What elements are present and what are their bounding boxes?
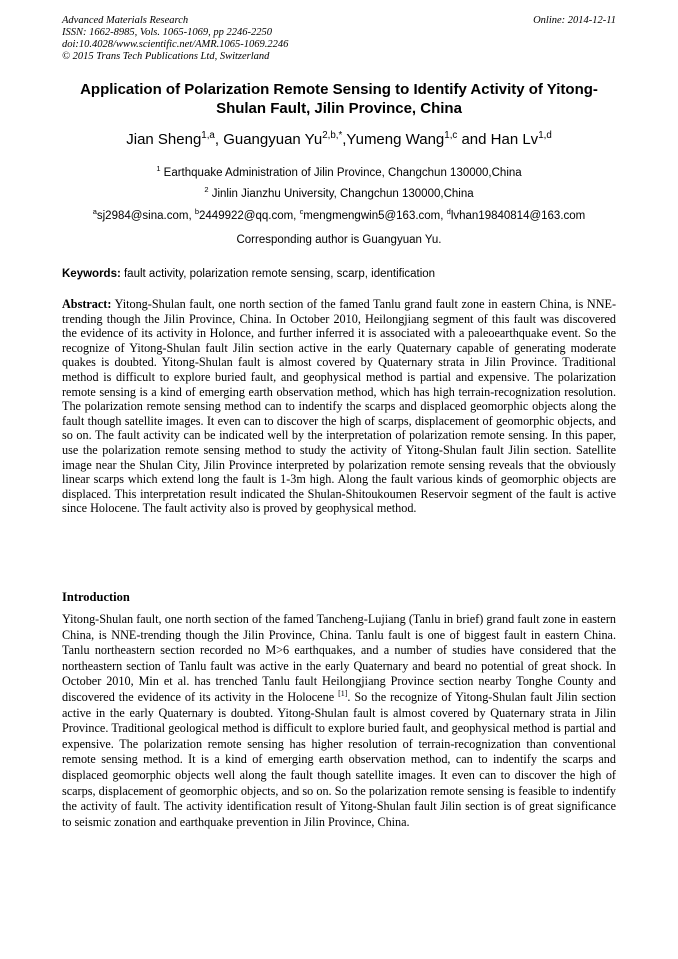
corresponding-author: Corresponding author is Guangyuan Yu. — [236, 234, 442, 246]
author-name: Guangyuan Yu — [223, 131, 323, 148]
author-separator: , — [342, 131, 347, 148]
email-mark: c — [299, 207, 304, 217]
email-text: lvhan19840814@163.com — [450, 210, 586, 222]
email-mark: d — [446, 207, 451, 217]
author-affiliation-mark: 2,b,* — [322, 130, 343, 141]
online-date: Online: 2014-12-11 — [533, 15, 616, 26]
author-affiliation-mark: 1,a — [201, 130, 215, 141]
issn-line: ISSN: 1662-8985, Vols. 1065-1069, pp 2246-2250 — [62, 27, 272, 38]
author-separator: and — [457, 131, 491, 148]
author-name: Yumeng Wang — [346, 131, 445, 148]
introduction-text: Yitong-Shulan fault, one north section of the famed Tancheng-Lujiang (Tanlu in brief) grand fault zone in eastern China, is NNE-trending though the Jilin Province, China. Tanlu fault is one of biggest fault in eastern China. Tanlu northeastern section recorded no M>6 earthquakes, and a number of studies have considered that the northeastern section of Tanlu fault was active in the early Quaternary and beard no potential of great shock. In October 2010, Min et al. has trenched Tanlu fault Heilongjiang Province section nearby Tonghe County and discovered the evidence of its activity in the Holocene — [62, 612, 616, 704]
abstract — [62, 297, 616, 516]
keywords — [62, 267, 616, 282]
affiliation-2 — [62, 187, 616, 202]
section-heading-introduction: Introduction — [62, 590, 130, 604]
abstract-label: Abstract: — [62, 297, 112, 311]
keywords-label: Keywords: — [62, 268, 121, 280]
affiliation-text: Jinlin Jianzhu University, Changchun 130000,China — [208, 188, 474, 200]
affiliation-mark: 2 — [204, 185, 209, 195]
author-name: Jian Sheng — [126, 131, 202, 148]
keywords-text: fault activity, polarization remote sensing, scarp, identification — [120, 268, 436, 280]
journal-name: Advanced Materials Research — [62, 15, 189, 26]
email-text: mengmengwin5@163.com, — [303, 210, 447, 222]
author-list — [62, 130, 616, 150]
email-list — [62, 209, 616, 224]
introduction-paragraph — [62, 612, 616, 830]
email-text: 2449922@qq.com, — [199, 210, 300, 222]
author-separator: , — [214, 131, 224, 148]
copyright-line: © 2015 Trans Tech Publications Ltd, Switzerland — [62, 51, 270, 62]
abstract-text: Yitong-Shulan fault, one north section of the famed Tanlu grand fault zone in eastern China, is NNE-trending though the Jilin Province, China. In October 2010, Heilongjiang segment of this fault was discovered the evidence of its activity in Holonce, and further inferred it is associated with a paleoearthquake event. So the recognize of Yitong-Shulan fault Jilin section active in the early Quaternary capable of generating moderate quakes is doubted. Yitong-Shulan fault is almost covered by Quaternary strata in Jilin Province. Traditional method is difficult to explore buried fault, and geophysical method is partial and expensive. The polarization remote sensing is a kind of emerging earth observation method, which has high terrain-recognization resolution. The polarization remote sensing method can to indentify the scarps and displaced geomorphic objects along the fault though satellite images. It even can to discover the high of scarps, displacement of geomorphic objects, and so on. The fault activity can be indicated well by the interpretation of polarization remote sensing. In this paper, use the polarization remote sensing method to study the activity of Yitong-Shulan fault Jilin section. Satellite image near the Shulan City, Jilin Province interpreted by polarization remote sensing reveals that the obviously linear scarps which extend long the fault is 1-3m high. Along the fault various kinds of geomorphic objects are displaced. This interpretation result indicated the Shulan-Shitoukoumen Reservoir segment of the fault is active since Holocene. The fault activity also is proved by geophysical method. — [62, 297, 616, 516]
affiliation-1 — [62, 166, 616, 181]
author-affiliation-mark: 1,c — [444, 130, 458, 141]
introduction-text: . So the recognize of Yitong-Shulan fault Jilin section active in the early Quaternary is doubted. Yitong-Shulan fault is almost covered by Quaternary strata in Jilin Province. Traditional geological method is difficult to explore buried fault, and geophysical method is partial and expensive. The polarization remote sensing has higher resolution of terrain-recognization than conventional remote sensing method. It is a kind of emerging earth observation method, can to indentify the scarps and displaced geomorphic objects well along the fault though satellite images. It even can to discover the high of scarps, displacement of geomorphic objects, and so on. So the polarization remote sensing is feasible to indentify the activity of fault. The activity identification result of Yitong-Shulan fault Jilin section is of great significance to seismic zonation and earthquake prevention in Jilin Province, China. — [62, 689, 616, 829]
email-text: sj2984@sina.com, — [96, 210, 195, 222]
author-name: Han Lv — [490, 131, 539, 148]
affiliation-mark: 1 — [156, 164, 161, 174]
affiliation-text: Earthquake Administration of Jilin Province, Changchun 130000,China — [160, 167, 522, 179]
email-mark: b — [194, 207, 200, 217]
email-mark: a — [92, 207, 97, 217]
doi-line: doi:10.4028/www.scientific.net/AMR.1065-1069.2246 — [62, 39, 289, 50]
paper-title: Application of Polarization Remote Sensing to Identify Activity of Yitong-Shulan Fault, Jilin Province, China — [80, 81, 598, 117]
citation-ref[interactable]: [1] — [338, 688, 348, 698]
journal-header — [62, 15, 616, 63]
author-affiliation-mark: 1,d — [538, 130, 552, 141]
